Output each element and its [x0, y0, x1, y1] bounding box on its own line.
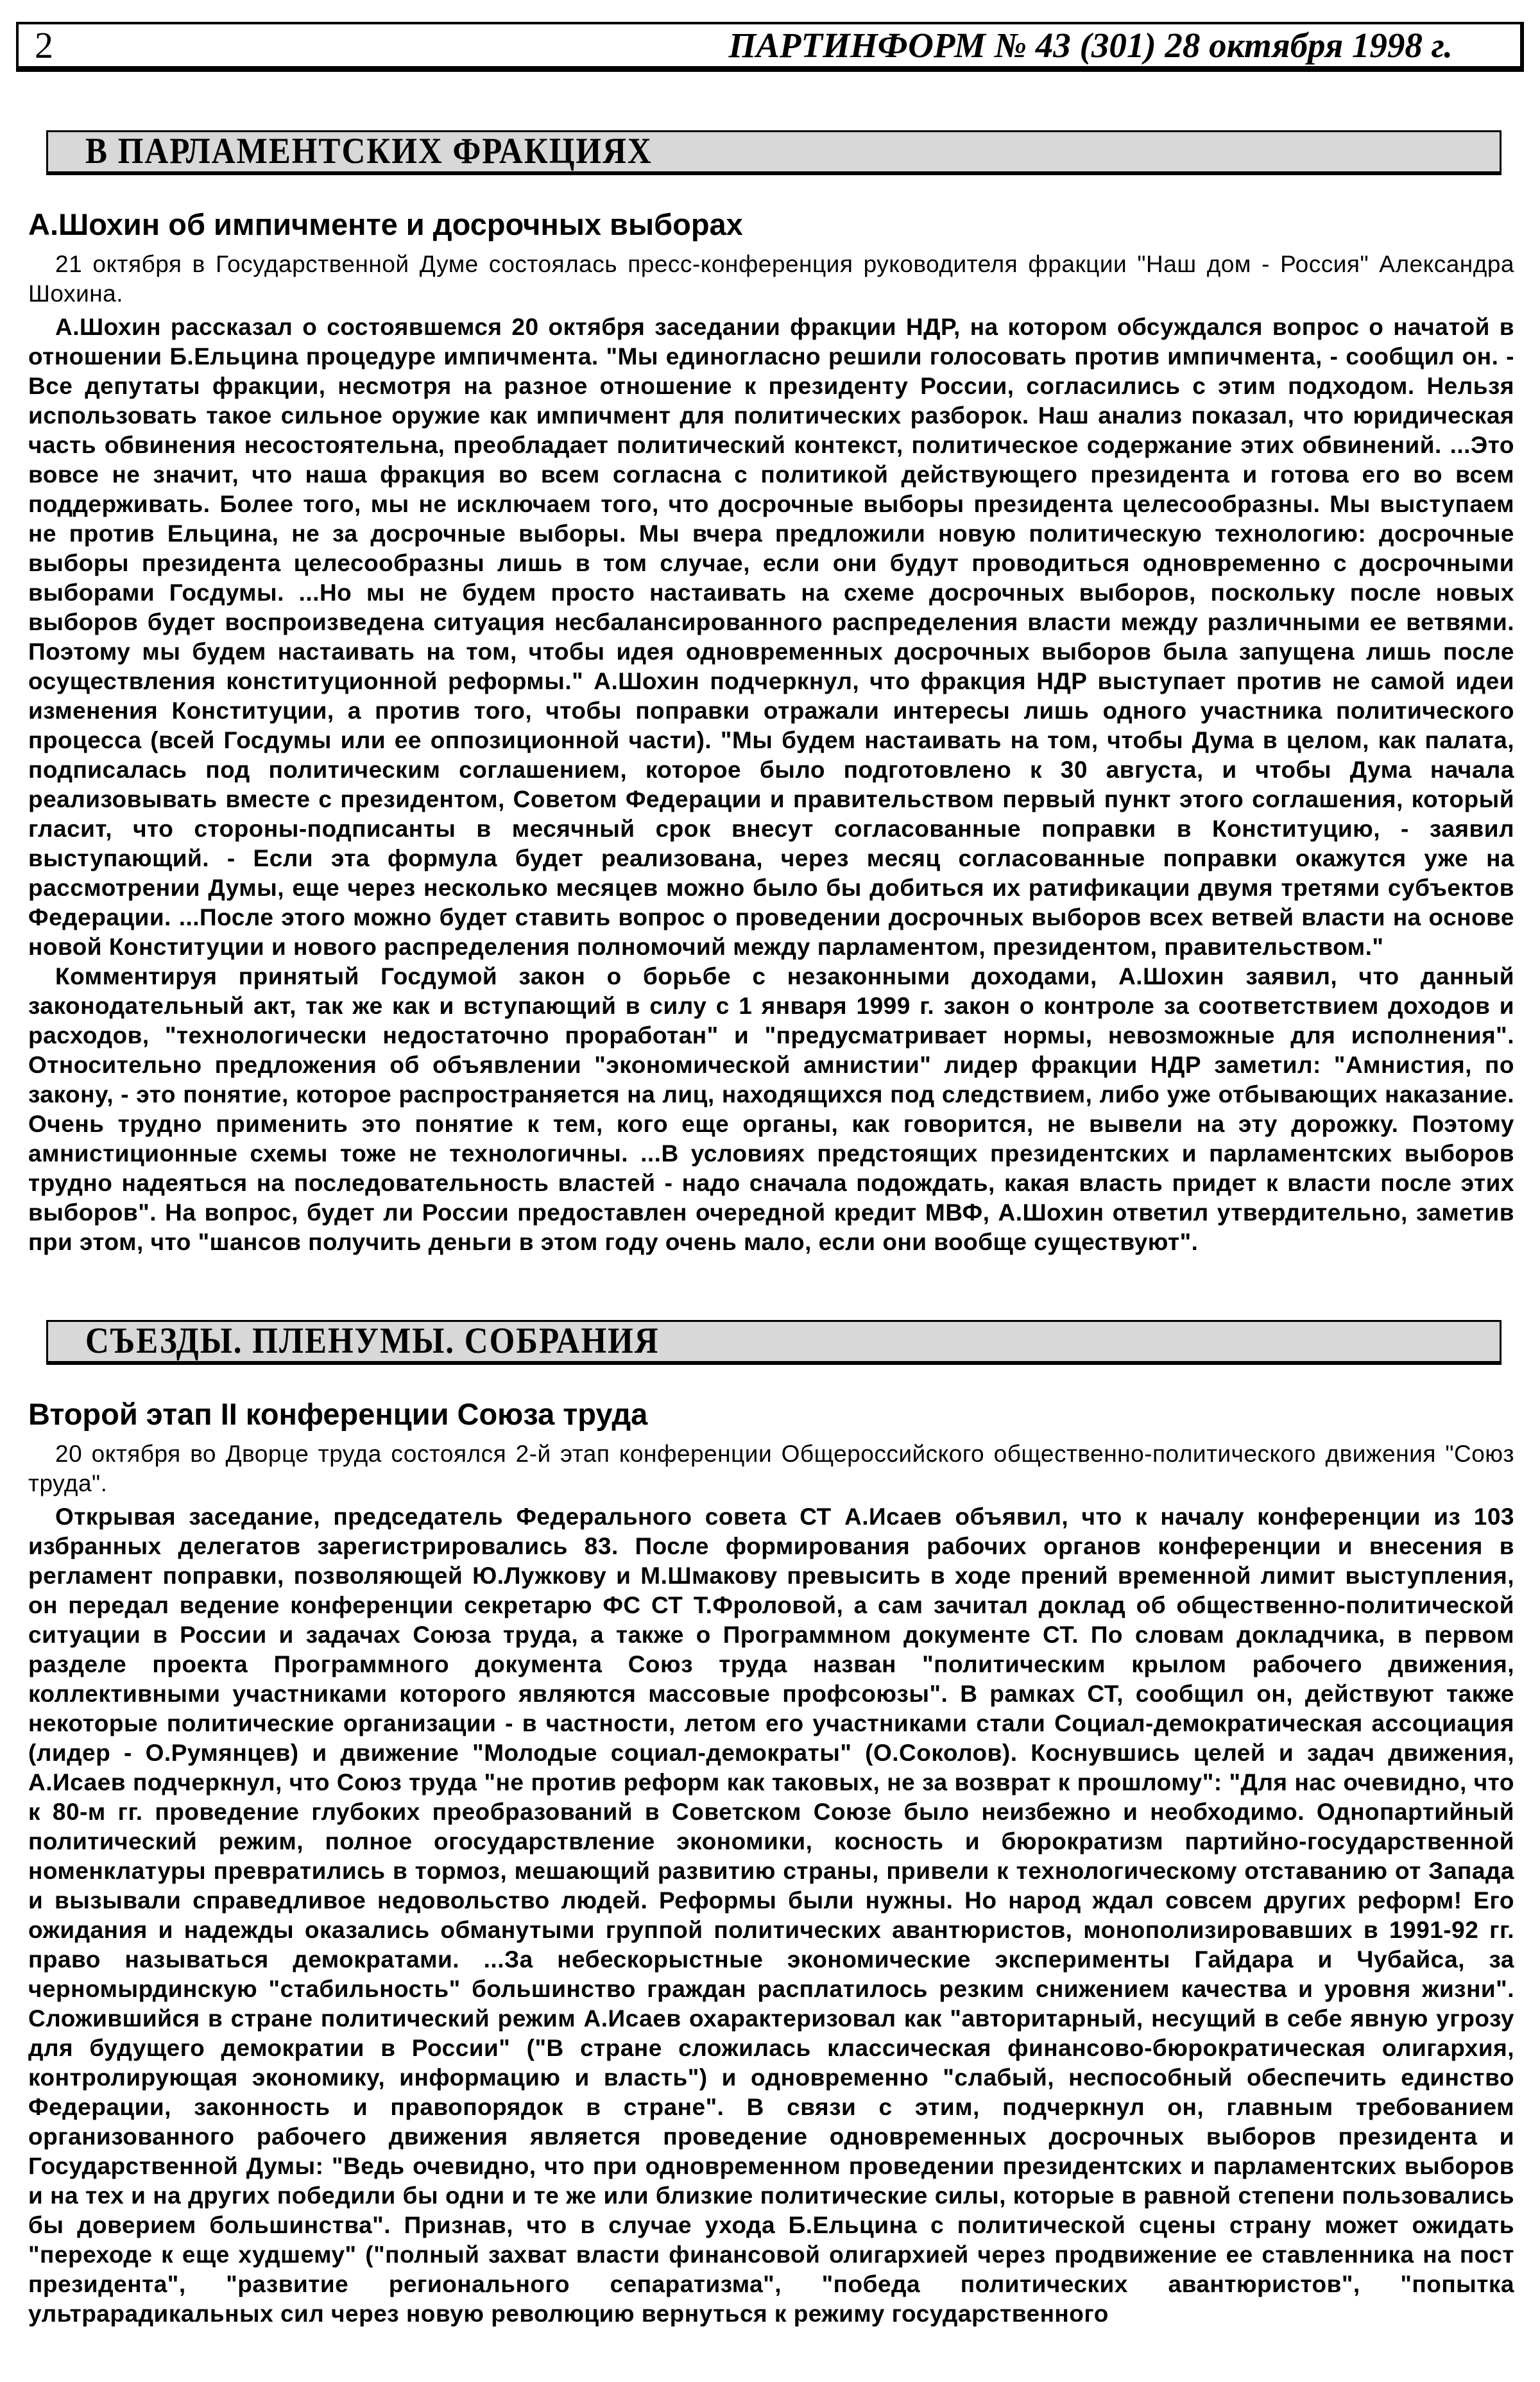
- section-banner-text: В ПАРЛАМЕНТСКИХ ФРАКЦИЯХ: [85, 131, 653, 172]
- article-paragraph: Комментируя принятый Госдумой закон о борьбе с незаконными доходами, А.Шохин заявил, что данный законодательный акт, так же как и вступающий в силу с 1 января 1999 г. закон о контроле за соответствием доходов и расходов, "технологически недостаточно проработан" и "предусматривает нормы, невозможные для исполнения". Относительно предложения об объявлении "экономической амнистии" лидер фракции НДР заметил: "Амнистия, по закону, - это понятие, которое распространяется на лиц, находящихся под следствием, либо уже отбывающих наказание. Очень трудно применить это понятие к тем, кого еще органы, как говорится, не вывели на эту дорожку. Поэтому амнистиционные схемы тоже не технологичны. ...В условиях предстоящих президентских и парламентских выборов трудно надеяться на последовательность властей - надо сначала подождать, какая власть придет к власти после этих выборов". На вопрос, будет ли России предоставлен очередной кредит МВФ, А.Шохин ответил утвердительно, заметив при этом, что "шансов получить деньги в этом году очень мало, если они вообще существуют".: [28, 963, 1514, 1256]
- article-lead: 20 октября во Дворце труда состоялся 2-й этап конференции Общероссийского общественно-политического движения "Союз труда".: [28, 1441, 1514, 1497]
- page-number: 2: [35, 24, 53, 66]
- issue-title: ПАРТИНФОРМ № 43 (301) 28 октября 1998 г.: [728, 26, 1453, 65]
- section-banner-congresses-plenums: [46, 1320, 1502, 1365]
- article-title-union-of-labor: Второй этап II конференции Союза труда: [28, 1397, 648, 1432]
- article-paragraph: Открывая заседание, председатель Федерального совета СТ А.Исаев объявил, что к началу конференции из 103 избранных делегатов зарегистрировались 83. После формирования рабочих органов конференции и внесения в регламент поправки, позволяющей Ю.Лужкову и М.Шмакову превысить в ходе прений временной лимит выступления, он передал ведение конференции секретарю ФС СТ Т.Фроловой, а сам зачитал доклад об общественно-политической ситуации в России и задачах Союза труда, а также о Программном документе СТ. По словам докладчика, в первом разделе проекта Программного документа Союз труда назван "политическим крылом рабочего движения, коллективными участниками которого являются массовые профсоюзы". В рамках СТ, сообщил он, действуют также некоторые политические организации - в частности, летом его участниками стали Социал-демократическая ассоциация (лидер - О.Румянцев) и движение "Молодые социал-демократы" (О.Соколов). Коснувшись целей и задач движения, А.Исаев подчеркнул, что Союз труда "не против реформ как таковых, не за возврат к прошлому": "Для нас очевидно, что к 80-м гг. проведение глубоких преобразований в Советском Союзе было неизбежно и необходимо. Однопартийный политический режим, полное огосударствление экономики, косность и бюрократизм партийно-государственной номенклатуры превратились в тормоз, мешающий развитию страны, привели к технологическому отставанию от Запада и вызывали справедливое недовольство людей. Реформы были нужны. Но народ ждал совсем других реформ! Его ожидания и надежды оказались обманутыми группой политических авантюристов, монополизировавших в 1991-92 гг. право называться демократами. ...За небескорыстные экономические эксперименты Гайдара и Чубайса, за черномырдинскую "стабильность" большинство граждан расплатилось резким снижением качества и уровня жизни". Сложившийся в стране политический режим А.Исаев охарактеризовал как "авторитарный, несущий в себе явную угрозу для будущего демократии в России" ("В стране сложилась классическая финансово-бюрократическая олигархия, контролирующая экономику, информацию и власть") и одновременно "слабый, неспособный обеспечить единство Федерации, законность и правопорядок в стране". В связи с этим, подчеркнул он, главным требованием организованного рабочего движения является проведение одновременных досрочных выборов президента и Государственной Думы: "Ведь очевидно, что при одновременном проведении президентских и парламентских выборов и на тех и на других победили бы одни и те же или близкие политические силы, которые в равной степени пользовались бы доверием большинства". Признав, что в случае ухода Б.Ельцина с политической сцены страну может ожидать "переходе к еще худшему" ("полный захват власти финансовой олигархией через продвижение ее ставленника на пост президента", "развитие регионального сепаратизма", "победа политических авантюристов", "попытка ультрарадикальных сил через новую революцию вернуться к режиму государственного: [28, 1504, 1514, 2327]
- article-lead: 21 октября в Государственной Думе состоялась пресс-конференция руководителя фракции "Наш дом - Россия" Александра Шохина.: [28, 251, 1514, 307]
- section-banner-parliament-fractions: [46, 130, 1502, 175]
- page-column: [28, 0, 1514, 2329]
- section-banner-text: СЪЕЗДЫ. ПЛЕНУМЫ. СОБРАНИЯ: [85, 1321, 660, 1362]
- article-paragraph: А.Шохин рассказал о состоявшемся 20 октября заседании фракции НДР, на котором обсуждался вопрос о начатой в отношении Б.Ельцина процедуре импичмента. "Мы единогласно решили голосовать против импичмента, - сообщил он. - Все депутаты фракции, несмотря на разное отношение к президенту России, согласились с этим подходом. Нельзя использовать такое сильное оружие как импичмент для политических разборок. Наш анализ показал, что юридическая часть обвинения несостоятельна, преобладает политический контекст, политическое содержание этих обвинений. ...Это вовсе не значит, что наша фракция во всем согласна с политикой действующего президента и готова его во всем поддерживать. Более того, мы не исключаем того, что досрочные выборы президента целесообразны. Мы выступаем не против Ельцина, не за досрочные выборы. Мы вчера предложили новую политическую технологию: досрочные выборы президента целесообразны лишь в том случае, если они будут проводиться одновременно с досрочными выборами Госдумы. ...Но мы не будем просто настаивать на схеме досрочных выборов, поскольку после новых выборов будет воспроизведена ситуация несбалансированного распределения власти между различными ее ветвями. Поэтому мы будем настаивать на том, чтобы идея одновременных досрочных выборов была запущена лишь после осуществления конституционной реформы." А.Шохин подчеркнул, что фракция НДР выступает против не самой идеи изменения Конституции, а против того, чтобы поправки отражали интересы лишь одного участника политического процесса (всей Госдумы или ее оппозиционной части). "Мы будем настаивать на том, чтобы Дума в целом, как палата, подписалась под политическим соглашением, которое было подготовлено к 30 августа, и чтобы Дума начала реализовывать вместе с президентом, Советом Федерации и правительством первый пункт этого соглашения, который гласит, что стороны-подписанты в месячный срок внесут согласованные поправки в Конституцию, - заявил выступающий. - Если эта формула будет реализована, через месяц согласованные поправки окажутся уже на рассмотрении Думы, еще через несколько месяцев можно было бы добиться их ратификации двумя третями субъектов Федерации. ...После этого можно будет ставить вопрос о проведении досрочных выборов всех ветвей власти на основе новой Конституции и нового распределения полномочий между парламентом, президентом, правительством.": [28, 314, 1514, 961]
- article-title-shokhin: А.Шохин об импичменте и досрочных выборах: [28, 207, 743, 241]
